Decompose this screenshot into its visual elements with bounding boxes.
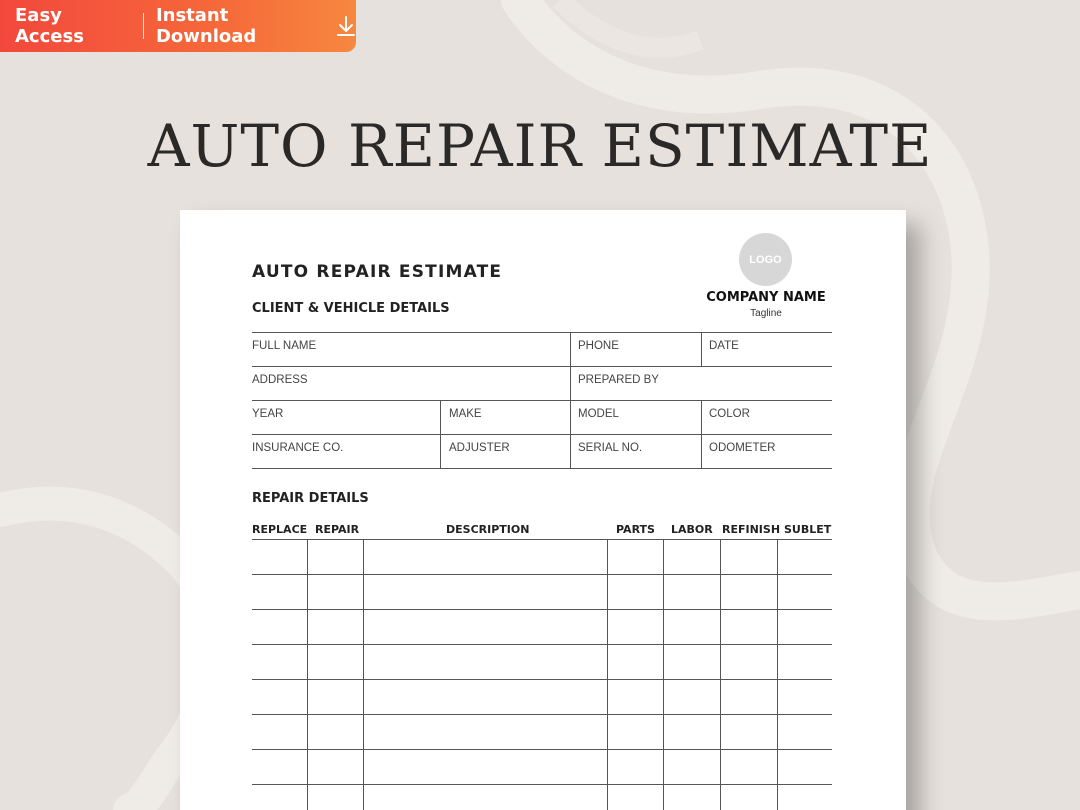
- table-row: [252, 644, 832, 645]
- phone-field[interactable]: PHONE: [578, 340, 619, 352]
- easy-access-label: Easy Access: [15, 5, 84, 47]
- date-field[interactable]: DATE: [709, 340, 739, 352]
- form-divider: [701, 332, 702, 366]
- table-column-divider: [307, 539, 308, 810]
- col-labor: LABOR: [671, 523, 713, 536]
- color-field[interactable]: COLOR: [709, 408, 750, 420]
- form-rule: [252, 434, 832, 435]
- estimate-sheet: [180, 210, 906, 810]
- form-rule: [252, 332, 832, 333]
- company-tagline: Tagline: [750, 308, 782, 319]
- prepared-by-field[interactable]: PREPARED BY: [578, 374, 659, 386]
- form-divider: [570, 332, 571, 468]
- address-field[interactable]: ADDRESS: [252, 374, 308, 386]
- download-icon[interactable]: [336, 15, 356, 37]
- col-parts: PARTS: [616, 523, 655, 536]
- odometer-field[interactable]: ODOMETER: [709, 442, 776, 454]
- client-vehicle-heading: CLIENT & VEHICLE DETAILS: [252, 301, 450, 316]
- form-divider: [440, 400, 441, 468]
- form-rule: [252, 468, 832, 469]
- logo-placeholder: LOGO: [739, 233, 792, 286]
- table-row: [252, 609, 832, 610]
- promo-badge[interactable]: [0, 0, 356, 52]
- col-description: DESCRIPTION: [446, 523, 530, 536]
- adjuster-field[interactable]: ADJUSTER: [449, 442, 510, 454]
- table-column-divider: [607, 539, 608, 810]
- instant-download-label: Instant Download: [155, 5, 257, 47]
- insurance-field[interactable]: INSURANCE CO.: [252, 442, 344, 454]
- make-field[interactable]: MAKE: [449, 408, 482, 420]
- table-row: [252, 679, 832, 680]
- table-column-divider: [663, 539, 664, 810]
- col-refinish: REFINISH: [722, 523, 781, 536]
- client-vehicle-form: [252, 332, 832, 469]
- form-rule: [252, 366, 832, 367]
- table-row: [252, 714, 832, 715]
- table-column-divider: [777, 539, 778, 810]
- table-row: [252, 784, 832, 785]
- company-name: COMPANY NAME: [706, 290, 826, 305]
- col-repair: REPAIR: [315, 523, 360, 536]
- document-title: AUTO REPAIR ESTIMATE: [252, 262, 503, 282]
- form-divider: [701, 400, 702, 468]
- table-row: [252, 539, 832, 540]
- hero-title: AUTO REPAIR ESTIMATE: [147, 112, 933, 180]
- repair-details-heading: REPAIR DETAILS: [252, 491, 369, 506]
- table-row: [252, 574, 832, 575]
- serial-field[interactable]: SERIAL NO.: [578, 442, 643, 454]
- table-row: [252, 749, 832, 750]
- table-column-divider: [363, 539, 364, 810]
- full-name-field[interactable]: FULL NAME: [252, 340, 317, 352]
- repair-table[interactable]: [252, 539, 832, 810]
- year-field[interactable]: YEAR: [252, 408, 284, 420]
- model-field[interactable]: MODEL: [578, 408, 619, 420]
- table-column-divider: [720, 539, 721, 810]
- col-sublet: SUBLET: [784, 523, 832, 536]
- col-replace: REPLACE: [252, 523, 308, 536]
- badge-divider: [143, 13, 144, 39]
- form-rule: [252, 400, 832, 401]
